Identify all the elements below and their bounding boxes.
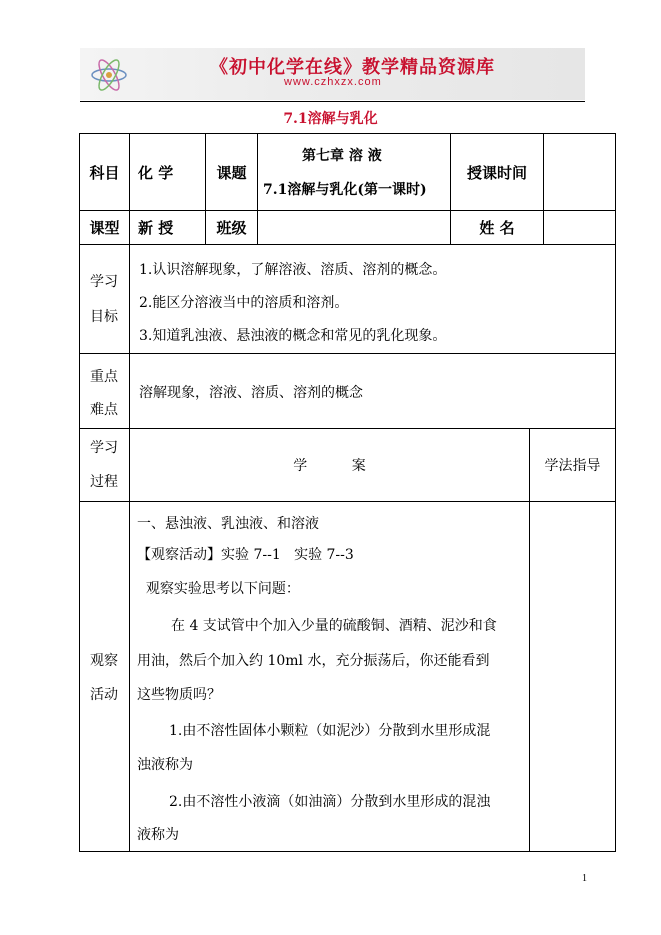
subject-label: 科目 [79,133,130,211]
goal-item: 2.能区分溶液当中的溶质和溶剂。 [139,295,349,311]
time-value[interactable] [543,133,616,211]
name-label: 姓 名 [450,210,544,245]
activity-line: 这些物质吗？ [137,687,221,703]
type-value: 新 授 [129,210,206,245]
banner-url[interactable]: www.czhxzx.com [284,76,382,88]
key-points-content: 溶解现象，溶液、溶质、溶剂的概念 [129,353,616,429]
activity-guide [529,501,616,852]
header-divider [80,101,585,102]
process-label: 学习 过程 [79,428,130,502]
activity-line: 浊液称为 [137,757,193,773]
topic-label: 课题 [205,133,258,211]
activity-line: 用油，然后个加入约 10ml 水，充分振荡后，你还能看到 [137,653,490,669]
topic-lesson: 7.1溶解与乳化(第一课时) [263,182,427,198]
activity-line: 【观察活动】实验 7--1 实验 7--3 [137,547,354,563]
page-number: 1 [582,873,587,884]
name-value[interactable] [543,210,616,245]
topic-cell [257,133,451,211]
goal-item: 1.认识溶解现象，了解溶液、溶质、溶剂的概念。 [139,262,447,278]
key-points-label: 重点 难点 [79,353,130,429]
class-label: 班级 [205,210,258,245]
subject-value: 化 学 [129,133,206,211]
atom-logo-icon [88,54,130,96]
study-guide-header: 学法指导 [529,428,616,502]
plan-header: 学 案 [129,428,530,502]
goals-content [129,244,616,354]
goals-label: 学习 目标 [79,244,130,354]
document-title: 7.1溶解与乳化 [283,111,378,127]
goal-item: 3.知道乳浊液、悬浊液的概念和常见的乳化现象。 [139,328,447,344]
time-label: 授课时间 [450,133,544,211]
banner-title: 《初中化学在线》教学精品资源库 [210,57,495,78]
activity-line: 2.由不溶性小液滴（如油滴）分散到水里形成的混浊 [169,794,491,810]
class-value[interactable] [257,210,451,245]
activity-content [129,501,530,852]
activity-line: 观察实验思考以下问题： [137,581,300,597]
activity-line: 1.由不溶性固体小颗粒（如泥沙）分散到水里形成混 [169,723,491,739]
activity-label: 观察 活动 [79,501,130,852]
activity-line: 液称为 [137,827,179,843]
type-label: 课型 [79,210,130,245]
activity-line: 在 4 支试管中个加入少量的硫酸铜、酒精、泥沙和食 [171,618,497,634]
topic-chapter: 第七章 溶 液 [302,148,382,164]
activity-line: 一、悬浊液、乳浊液、和溶液 [137,516,319,532]
